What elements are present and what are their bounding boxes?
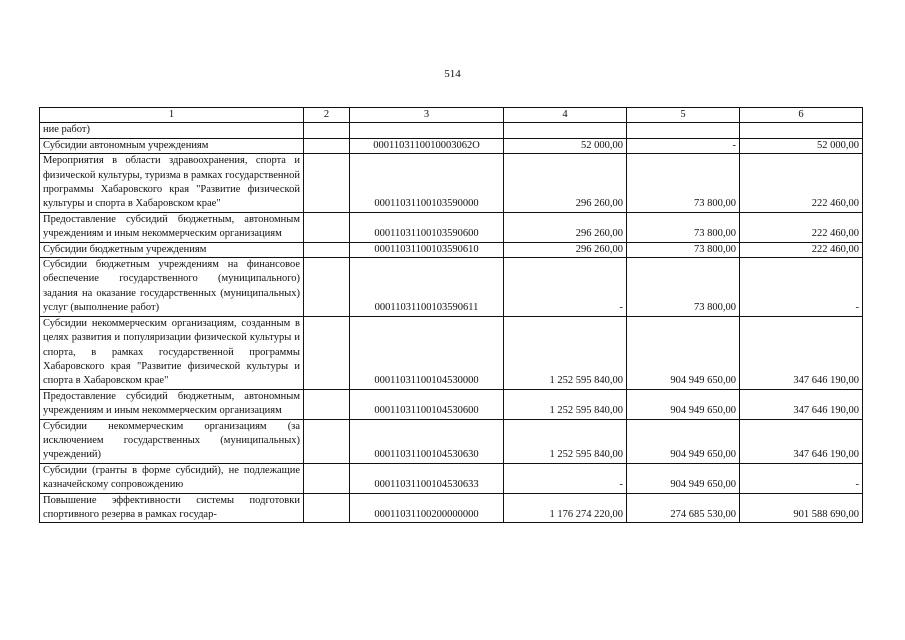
row-value-col4: 296 260,00 (504, 154, 627, 213)
row-value-col4: 1 252 595 840,00 (504, 389, 627, 419)
row-value-col5 (627, 123, 740, 138)
row-name: Субсидии некоммерческим организациям (за исключением государственных (муниципальных) учреждений) (40, 419, 304, 463)
row-name: ние работ) (40, 123, 304, 138)
row-code: 00011031100103590600 (350, 212, 504, 242)
row-name: Субсидии некоммерческим организациям, созданным в целях развития и популяризации физической культуры и спорта, в рамках государственной программы Хабаровского края "Развитие физической культуры и спорта в Хабаровском крае" (40, 316, 304, 389)
row-value-col4: 1 252 595 840,00 (504, 419, 627, 463)
row-code: 00011031100104530000 (350, 316, 504, 389)
header-col-2: 2 (304, 108, 350, 123)
row-value-col4: 1 252 595 840,00 (504, 316, 627, 389)
row-name: Субсидии бюджетным учреждениям (40, 242, 304, 257)
header-col-3: 3 (350, 108, 504, 123)
row-name: Субсидии (гранты в форме субсидий), не подлежащие казначейскому сопровождению (40, 463, 304, 493)
row-value-col4: 296 260,00 (504, 242, 627, 257)
row-value-col4: - (504, 463, 627, 493)
header-col-5: 5 (627, 108, 740, 123)
row-col2 (304, 493, 350, 523)
row-value-col4: - (504, 258, 627, 317)
table-row (40, 154, 863, 213)
row-value-col5: 904 949 650,00 (627, 389, 740, 419)
row-col2 (304, 242, 350, 257)
row-col2 (304, 389, 350, 419)
row-col2 (304, 316, 350, 389)
row-value-col6: 222 460,00 (740, 212, 863, 242)
row-value-col5: 73 800,00 (627, 242, 740, 257)
row-value-col5: - (627, 138, 740, 153)
row-value-col6: 222 460,00 (740, 154, 863, 213)
row-col2 (304, 154, 350, 213)
row-value-col6: - (740, 258, 863, 317)
row-value-col6: 52 000,00 (740, 138, 863, 153)
row-code: 00011031100103590000 (350, 154, 504, 213)
row-code: 00011031100103590611 (350, 258, 504, 317)
row-name: Повышение эффективности системы подготовки спортивного резерва в рамках государ- (40, 493, 304, 523)
row-col2 (304, 123, 350, 138)
row-value-col6: 222 460,00 (740, 242, 863, 257)
row-name: Предоставление субсидий бюджетным, автономным учреждениям и иным некоммерческим организациям (40, 212, 304, 242)
row-col2 (304, 138, 350, 153)
row-name: Субсидии бюджетным учреждениям на финансовое обеспечение государственного (муниципального) задания на оказание государственных (муниципальных) услуг (выполнение работ) (40, 258, 304, 317)
row-value-col5: 274 685 530,00 (627, 493, 740, 523)
row-code: 00011031100103590610 (350, 242, 504, 257)
row-value-col6: 347 646 190,00 (740, 316, 863, 389)
row-code: 00011031100104530600 (350, 389, 504, 419)
row-value-col6: - (740, 463, 863, 493)
header-col-1: 1 (40, 108, 304, 123)
table-row (40, 419, 863, 463)
table-row (40, 316, 863, 389)
row-code: 00011031100104530633 (350, 463, 504, 493)
row-value-col5: 73 800,00 (627, 212, 740, 242)
row-value-col6: 901 588 690,00 (740, 493, 863, 523)
row-value-col6: 347 646 190,00 (740, 389, 863, 419)
row-code: 00011031100104530630 (350, 419, 504, 463)
row-value-col5: 73 800,00 (627, 154, 740, 213)
row-col2 (304, 212, 350, 242)
row-name: Предоставление субсидий бюджетным, автономным учреждениям и иным некоммерческим организациям (40, 389, 304, 419)
page-number: 514 (444, 68, 461, 80)
table-row (40, 138, 863, 153)
row-value-col5: 904 949 650,00 (627, 463, 740, 493)
row-value-col4: 1 176 274 220,00 (504, 493, 627, 523)
header-col-4: 4 (504, 108, 627, 123)
table-row (40, 212, 863, 242)
table-row (40, 123, 863, 138)
header-col-6: 6 (740, 108, 863, 123)
table-header-row (40, 108, 863, 123)
row-code (350, 123, 504, 138)
row-name: Мероприятия в области здравоохранения, спорта и физической культуры, туризма в рамках государственной программы Хабаровского края "Развитие физической культуры и спорта в Хабаровском крае" (40, 154, 304, 213)
row-value-col6 (740, 123, 863, 138)
table-row (40, 389, 863, 419)
row-code: 0001103110010003062О (350, 138, 504, 153)
row-code: 00011031100200000000 (350, 493, 504, 523)
row-col2 (304, 258, 350, 317)
table-row (40, 258, 863, 317)
table-row (40, 242, 863, 257)
row-col2 (304, 419, 350, 463)
table-row (40, 463, 863, 493)
row-value-col6: 347 646 190,00 (740, 419, 863, 463)
budget-table (39, 107, 863, 523)
row-name: Субсидии автономным учреждениям (40, 138, 304, 153)
row-value-col5: 904 949 650,00 (627, 419, 740, 463)
row-value-col5: 73 800,00 (627, 258, 740, 317)
row-value-col5: 904 949 650,00 (627, 316, 740, 389)
row-value-col4: 296 260,00 (504, 212, 627, 242)
row-col2 (304, 463, 350, 493)
row-value-col4: 52 000,00 (504, 138, 627, 153)
table-row (40, 493, 863, 523)
row-value-col4 (504, 123, 627, 138)
